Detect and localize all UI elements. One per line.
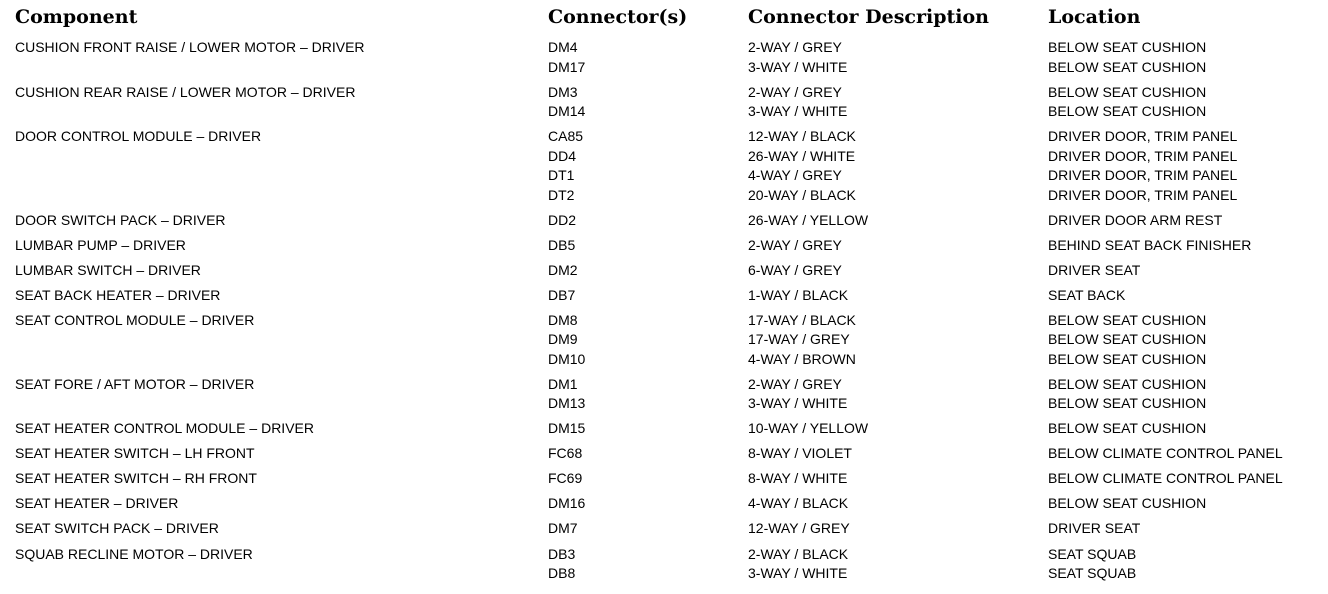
connector-description: 2-WAY / GREY	[748, 83, 842, 100]
connector-description: 2-WAY / GREY	[748, 236, 842, 253]
connector-id: DM15	[548, 420, 586, 436]
connector-location: BELOW SEAT CUSHION	[1048, 420, 1207, 436]
table-row	[0, 38, 1328, 77]
connector-id: DT2	[548, 186, 575, 203]
connector-description: 3-WAY / WHITE	[748, 58, 848, 75]
component-name: SEAT CONTROL MODULE – DRIVER	[15, 311, 255, 328]
connector-line	[548, 494, 1328, 514]
connector-list	[548, 83, 1328, 122]
table-row	[0, 444, 1328, 464]
component-name: SQUAB RECLINE MOTOR – DRIVER	[15, 545, 253, 562]
connector-list	[548, 236, 1328, 256]
connector-description: 2-WAY / GREY	[748, 375, 842, 392]
connector-list	[548, 494, 1328, 514]
connector-location: SEAT SQUAB	[1048, 565, 1137, 581]
header-location: Location	[1048, 6, 1141, 28]
connector-id: DB3	[548, 545, 576, 562]
connector-line	[548, 419, 1328, 439]
connector-description: 17-WAY / GREY	[748, 331, 850, 347]
connector-description: 4-WAY / BROWN	[748, 350, 856, 367]
connector-description: 3-WAY / WHITE	[748, 565, 848, 581]
header-connector-description: Connector Description	[748, 6, 989, 28]
component-name: LUMBAR SWITCH – DRIVER	[15, 261, 201, 278]
connector-id: DM2	[548, 261, 578, 278]
connector-line	[548, 38, 1328, 58]
connector-id: DM9	[548, 331, 578, 347]
connector-line	[548, 564, 1328, 584]
connector-list	[548, 469, 1328, 489]
table-row	[0, 545, 1328, 584]
connector-line	[548, 236, 1328, 256]
header-connectors: Connector(s)	[548, 6, 688, 28]
connector-list	[548, 545, 1328, 584]
header-component: Component	[15, 6, 138, 28]
connector-line	[548, 186, 1328, 206]
component-name: SEAT BACK HEATER – DRIVER	[15, 286, 221, 303]
connector-id: DB5	[548, 236, 576, 253]
connector-line	[548, 58, 1328, 78]
connector-line	[548, 444, 1328, 464]
connector-list	[548, 444, 1328, 464]
connector-line	[548, 147, 1328, 167]
connector-id: DB8	[548, 565, 576, 581]
connector-location: SEAT SQUAB	[1048, 545, 1137, 562]
connector-description: 8-WAY / WHITE	[748, 470, 848, 486]
component-name: SEAT HEATER SWITCH – RH FRONT	[15, 470, 257, 486]
component-name: CUSHION REAR RAISE / LOWER MOTOR – DRIVER	[15, 83, 356, 100]
connector-location: BELOW SEAT CUSHION	[1048, 311, 1207, 328]
connector-id: DM13	[548, 395, 586, 411]
connector-list	[548, 519, 1328, 539]
connector-id: CA85	[548, 128, 584, 144]
connector-location: BELOW SEAT CUSHION	[1048, 39, 1207, 55]
connector-list	[548, 419, 1328, 439]
table-row	[0, 83, 1328, 122]
connector-list	[548, 211, 1328, 231]
connector-id: DB7	[548, 286, 576, 303]
connector-location: SEAT BACK	[1048, 286, 1126, 303]
connector-list	[548, 375, 1328, 414]
connector-location: DRIVER SEAT	[1048, 261, 1141, 278]
connector-line	[548, 330, 1328, 350]
connector-location: DRIVER DOOR, TRIM PANEL	[1048, 147, 1238, 164]
connector-description: 4-WAY / GREY	[748, 167, 842, 183]
table-body	[0, 38, 1328, 584]
connector-line	[548, 311, 1328, 331]
table-row	[0, 311, 1328, 370]
connector-line	[548, 394, 1328, 414]
table-row	[0, 261, 1328, 281]
component-name: DOOR SWITCH PACK – DRIVER	[15, 211, 226, 228]
connector-line	[548, 166, 1328, 186]
connector-location: DRIVER DOOR, TRIM PANEL	[1048, 167, 1238, 183]
connector-description: 2-WAY / BLACK	[748, 545, 849, 562]
connector-line	[548, 286, 1328, 306]
connector-description: 26-WAY / YELLOW	[748, 211, 869, 228]
component-name: SEAT HEATER – DRIVER	[15, 495, 179, 511]
connector-location: BELOW SEAT CUSHION	[1048, 103, 1207, 119]
connector-location: DRIVER DOOR, TRIM PANEL	[1048, 128, 1238, 144]
component-name: SEAT SWITCH PACK – DRIVER	[15, 520, 219, 536]
connector-location: DRIVER DOOR ARM REST	[1048, 211, 1223, 228]
connector-description: 20-WAY / BLACK	[748, 186, 856, 203]
connector-location: BELOW SEAT CUSHION	[1048, 395, 1207, 411]
connector-id: DM14	[548, 103, 586, 119]
connector-list	[548, 261, 1328, 281]
connector-id: DD4	[548, 147, 577, 164]
component-name: SEAT FORE / AFT MOTOR – DRIVER	[15, 375, 255, 392]
connector-list	[548, 38, 1328, 77]
connector-line	[548, 102, 1328, 122]
connector-line	[548, 127, 1328, 147]
connector-location: BELOW SEAT CUSHION	[1048, 495, 1207, 511]
connector-description: 3-WAY / WHITE	[748, 395, 848, 411]
table-row	[0, 494, 1328, 514]
table-row	[0, 286, 1328, 306]
table-row	[0, 419, 1328, 439]
table-row	[0, 236, 1328, 256]
connector-id: FC69	[548, 470, 583, 486]
connector-description: 6-WAY / GREY	[748, 261, 842, 278]
connector-list	[548, 127, 1328, 205]
connector-description: 10-WAY / YELLOW	[748, 420, 869, 436]
connector-description: 12-WAY / BLACK	[748, 128, 856, 144]
connector-id: DD2	[548, 211, 577, 228]
table-row	[0, 469, 1328, 489]
connector-id: DM17	[548, 58, 586, 75]
connector-line	[548, 350, 1328, 370]
component-name: SEAT HEATER SWITCH – LH FRONT	[15, 445, 255, 461]
connector-description: 2-WAY / GREY	[748, 39, 842, 55]
connector-id: DM3	[548, 83, 578, 100]
table-header-row	[0, 4, 1328, 30]
component-name: CUSHION FRONT RAISE / LOWER MOTOR – DRIVER	[15, 39, 365, 55]
connector-id: DT1	[548, 167, 575, 183]
connector-location: BELOW SEAT CUSHION	[1048, 58, 1207, 75]
connector-location: DRIVER SEAT	[1048, 520, 1141, 536]
connector-location: DRIVER DOOR, TRIM PANEL	[1048, 186, 1238, 203]
connector-line	[548, 261, 1328, 281]
connector-location: BELOW CLIMATE CONTROL PANEL	[1048, 470, 1283, 486]
connector-location: BELOW SEAT CUSHION	[1048, 83, 1207, 100]
connector-location: BELOW SEAT CUSHION	[1048, 331, 1207, 347]
connector-line	[548, 375, 1328, 395]
connector-id: FC68	[548, 445, 583, 461]
connector-description: 4-WAY / BLACK	[748, 495, 849, 511]
connector-description: 17-WAY / BLACK	[748, 311, 856, 328]
table-row	[0, 127, 1328, 205]
connector-id: DM16	[548, 495, 586, 511]
component-name: DOOR CONTROL MODULE – DRIVER	[15, 128, 262, 144]
connector-description: 12-WAY / GREY	[748, 520, 850, 536]
component-name: SEAT HEATER CONTROL MODULE – DRIVER	[15, 420, 314, 436]
connector-line	[548, 83, 1328, 103]
component-name: LUMBAR PUMP – DRIVER	[15, 236, 186, 253]
connector-id: DM10	[548, 350, 586, 367]
connector-id: DM8	[548, 311, 578, 328]
table-row	[0, 519, 1328, 539]
connector-location: BELOW SEAT CUSHION	[1048, 350, 1207, 367]
connector-id: DM4	[548, 39, 578, 55]
connector-location: BELOW CLIMATE CONTROL PANEL	[1048, 445, 1283, 461]
table-row	[0, 211, 1328, 231]
connector-line	[548, 469, 1328, 489]
connector-description: 26-WAY / WHITE	[748, 147, 856, 164]
connector-location: BELOW SEAT CUSHION	[1048, 375, 1207, 392]
connector-list	[548, 311, 1328, 370]
connector-line	[548, 211, 1328, 231]
connector-description: 3-WAY / WHITE	[748, 103, 848, 119]
connector-line	[548, 519, 1328, 539]
connector-description: 1-WAY / BLACK	[748, 286, 849, 303]
connector-id: DM7	[548, 520, 578, 536]
connector-description: 8-WAY / VIOLET	[748, 445, 852, 461]
connector-line	[548, 545, 1328, 565]
connector-location: BEHIND SEAT BACK FINISHER	[1048, 236, 1252, 253]
connector-list	[548, 286, 1328, 306]
connector-id: DM1	[548, 375, 578, 392]
table-row	[0, 375, 1328, 414]
